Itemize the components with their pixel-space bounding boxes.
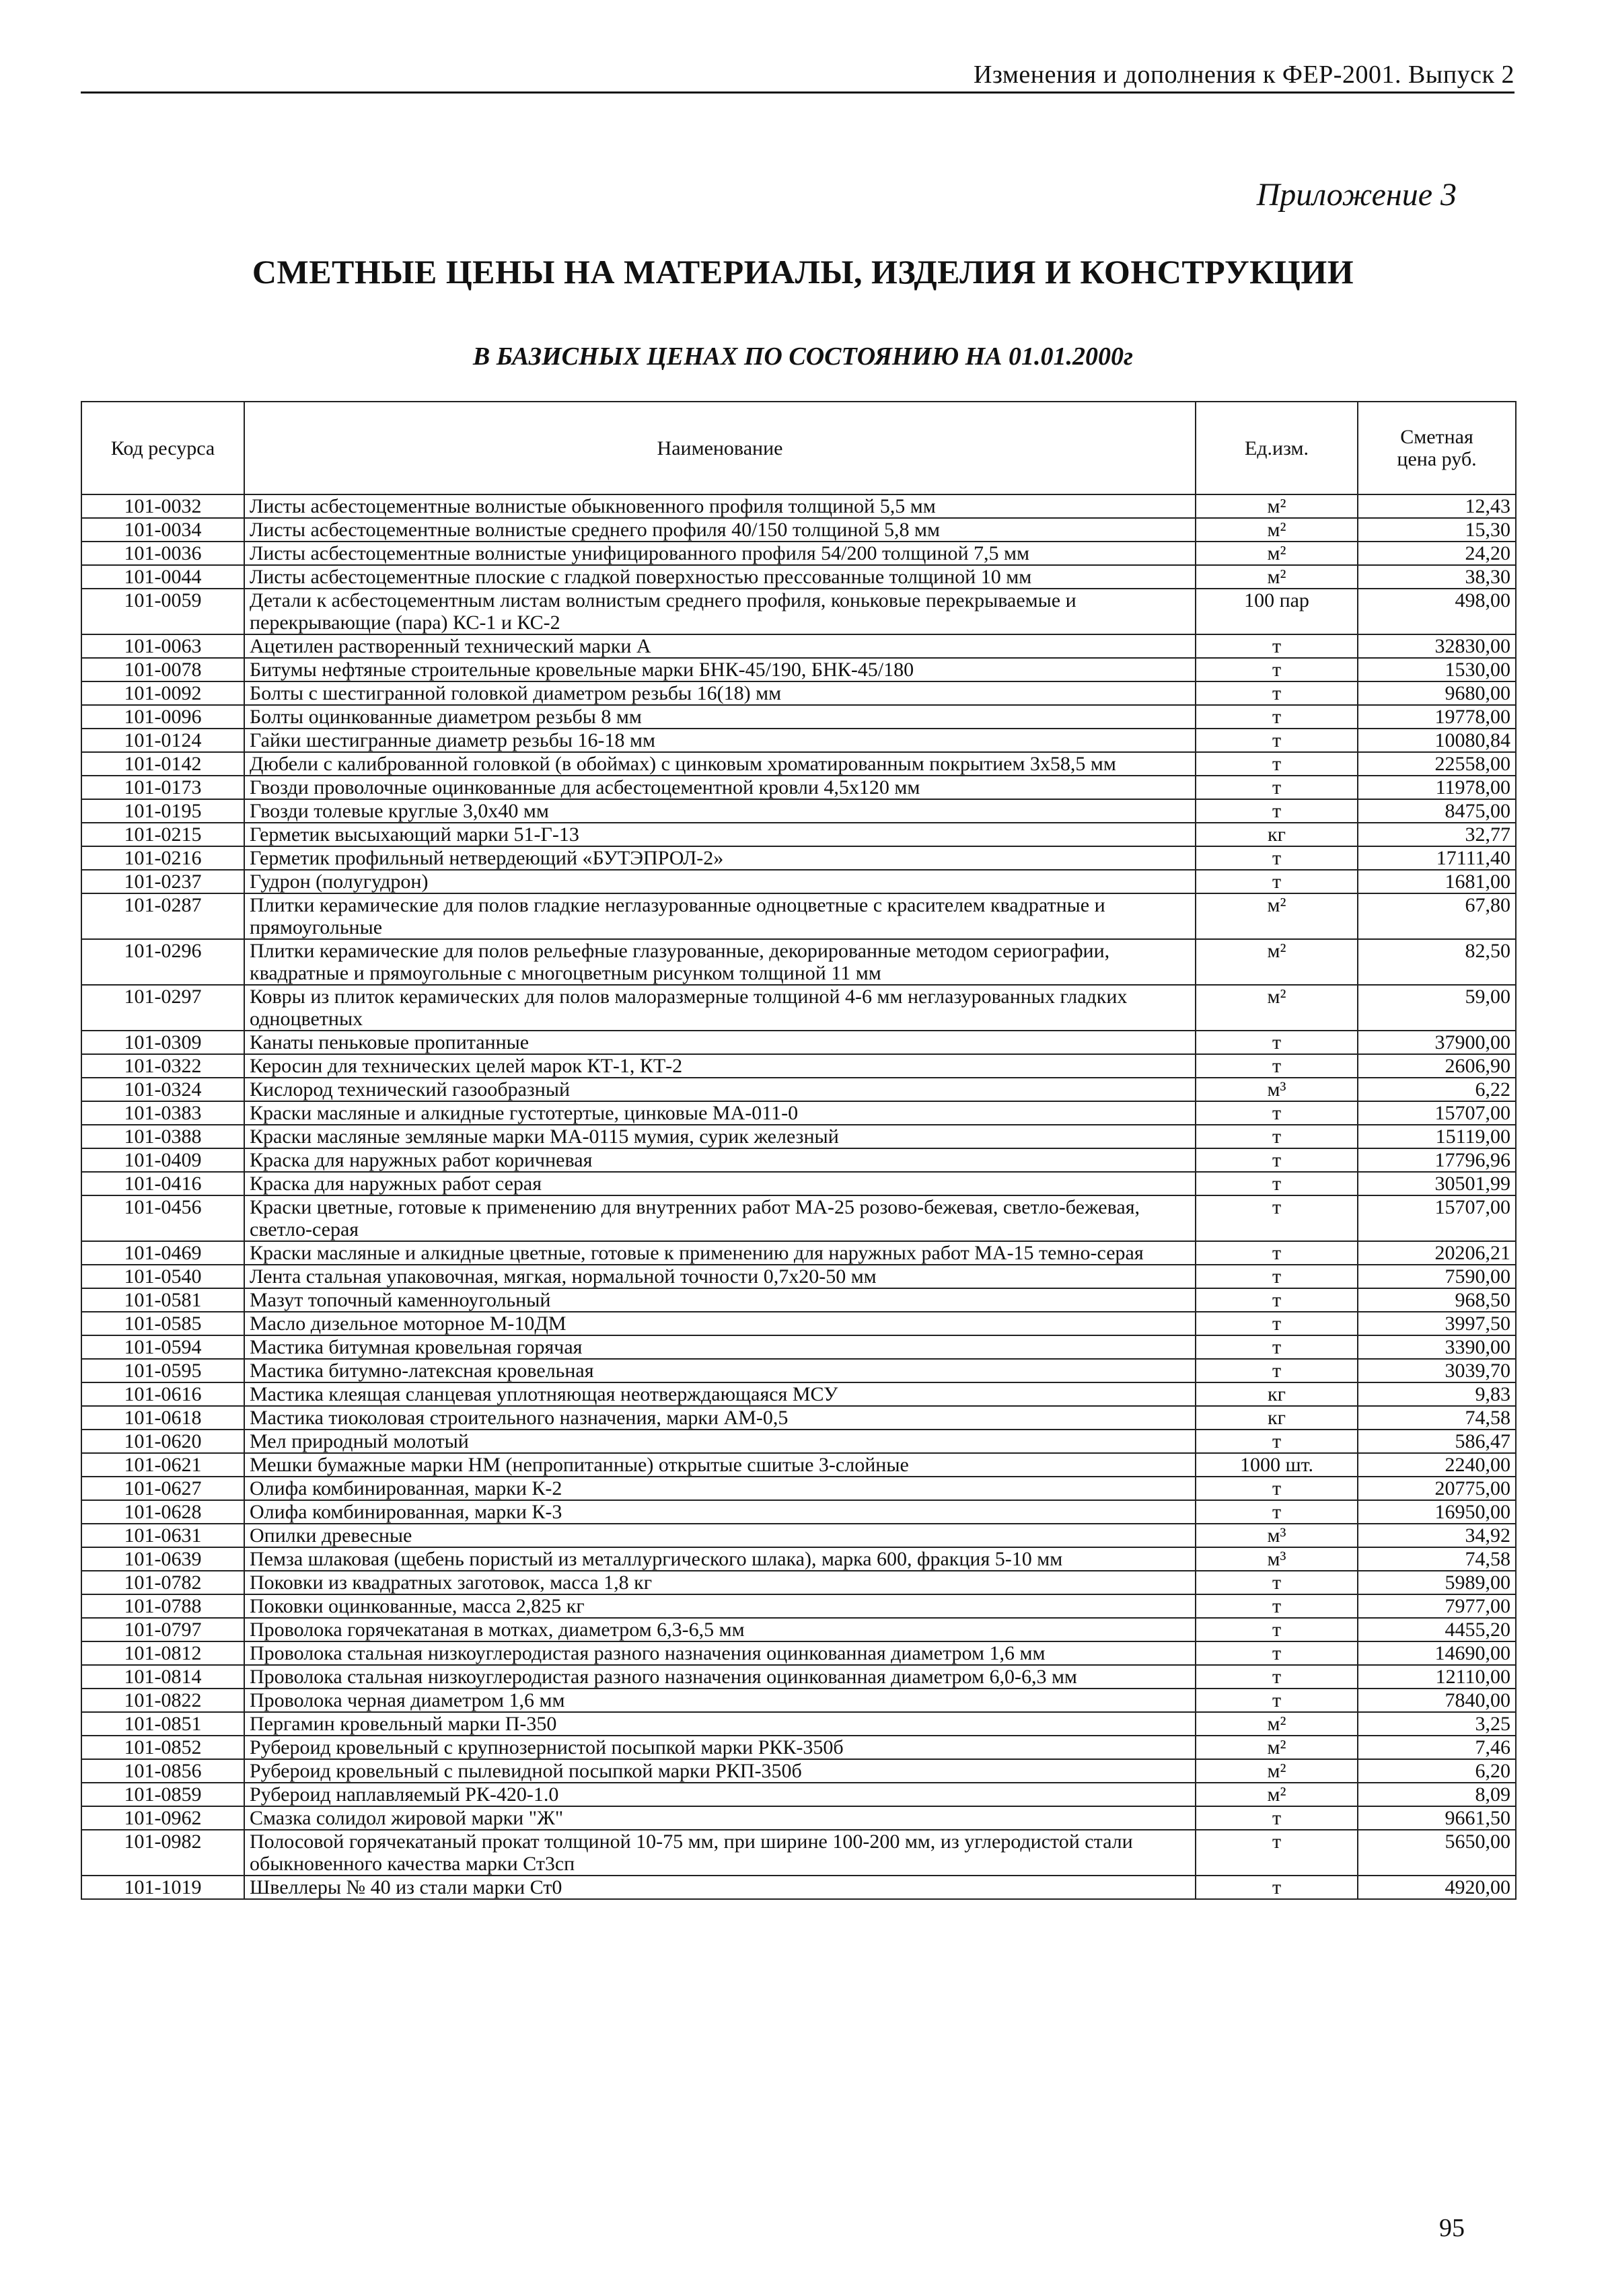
table-row [81,939,1516,985]
table-row [81,705,1516,729]
table-row [81,1406,1516,1430]
table-row [81,1265,1516,1288]
cell-name: Масло дизельное моторное М-10ДМ [244,1312,1196,1335]
cell-price: 8475,00 [1358,799,1516,823]
cell-code: 101-0324 [81,1078,244,1101]
cell-name: Мазут топочный каменноугольный [244,1288,1196,1312]
cell-name: Краска для наружных работ серая [244,1172,1196,1195]
cell-unit: т [1196,1430,1358,1453]
cell-code: 101-0237 [81,870,244,893]
cell-price: 5989,00 [1358,1571,1516,1594]
cell-unit: т [1196,1641,1358,1665]
cell-unit: т [1196,1594,1358,1618]
cell-price: 7977,00 [1358,1594,1516,1618]
table-row [81,1618,1516,1641]
cell-unit: т [1196,1031,1358,1054]
cell-price: 9680,00 [1358,681,1516,705]
cell-price: 32,77 [1358,823,1516,846]
cell-price: 16950,00 [1358,1500,1516,1524]
cell-unit: кг [1196,1382,1358,1406]
cell-name: Канаты пеньковые пропитанные [244,1031,1196,1054]
cell-name: Гудрон (полугудрон) [244,870,1196,893]
cell-code: 101-0092 [81,681,244,705]
cell-price: 82,50 [1358,939,1516,985]
cell-price: 9,83 [1358,1382,1516,1406]
cell-unit: т [1196,1125,1358,1148]
cell-code: 101-0581 [81,1288,244,1312]
cell-unit: т [1196,729,1358,752]
cell-code: 101-0388 [81,1125,244,1148]
cell-code: 101-0628 [81,1500,244,1524]
table-row [81,1453,1516,1477]
cell-code: 101-0078 [81,658,244,681]
cell-name: Битумы нефтяные строительные кровельные марки БНК-45/190, БНК-45/180 [244,658,1196,681]
cell-unit: т [1196,1571,1358,1594]
cell-unit: т [1196,1477,1358,1500]
cell-name: Краска для наружных работ коричневая [244,1148,1196,1172]
cell-name: Кислород технический газообразный [244,1078,1196,1101]
cell-code: 101-0540 [81,1265,244,1288]
table-row [81,1195,1516,1241]
cell-code: 101-0287 [81,893,244,939]
cell-name: Опилки древесные [244,1524,1196,1547]
header-unit: Ед.изм. [1196,402,1358,494]
cell-price: 24,20 [1358,542,1516,565]
page-number: 95 [1439,2214,1465,2242]
cell-code: 101-0173 [81,776,244,799]
cell-name: Полосовой горячекатаный прокат толщиной 10-75 мм, при ширине 100-200 мм, из углеродистой стали обыкновенного качества марки Ст3сп [244,1830,1196,1876]
cell-price: 20206,21 [1358,1241,1516,1265]
cell-code: 101-0044 [81,565,244,589]
cell-code: 101-0618 [81,1406,244,1430]
cell-code: 101-0851 [81,1712,244,1736]
cell-code: 101-0859 [81,1783,244,1806]
cell-name: Олифа комбинированная, марки К-2 [244,1477,1196,1500]
header-name: Наименование [244,402,1196,494]
cell-code: 101-0142 [81,752,244,776]
cell-name: Мастика битумно-латексная кровельная [244,1359,1196,1382]
cell-name: Проволока стальная низкоуглеродистая разного назначения оцинкованная диаметром 1,6 мм [244,1641,1196,1665]
cell-name: Мастика тиоколовая строительного назначения, марки АМ-0,5 [244,1406,1196,1430]
cell-name: Листы асбестоцементные волнистые среднего профиля 40/150 толщиной 5,8 мм [244,518,1196,542]
cell-code: 101-0409 [81,1148,244,1172]
table-row [81,1078,1516,1101]
table-row [81,1101,1516,1125]
cell-unit: т [1196,846,1358,870]
cell-price: 59,00 [1358,985,1516,1031]
cell-name: Пемза шлаковая (щебень пористый из металлургического шлака), марка 600, фракция 5-10 мм [244,1547,1196,1571]
table-row [81,1736,1516,1759]
cell-name: Поковки оцинкованные, масса 2,825 кг [244,1594,1196,1618]
table-row [81,1430,1516,1453]
table-row [81,1571,1516,1594]
table-row [81,1665,1516,1689]
table-row [81,1594,1516,1618]
cell-name: Рубероид кровельный с крупнозернистой посыпкой марки РКК-350б [244,1736,1196,1759]
cell-price: 12,43 [1358,494,1516,518]
cell-price: 34,92 [1358,1524,1516,1547]
cell-name: Керосин для технических целей марок КТ-1, КТ-2 [244,1054,1196,1078]
cell-code: 101-0788 [81,1594,244,1618]
cell-unit: м² [1196,494,1358,518]
cell-unit: т [1196,776,1358,799]
cell-name: Рубероид наплавляемый РК-420-1.0 [244,1783,1196,1806]
table-row [81,1500,1516,1524]
cell-code: 101-0195 [81,799,244,823]
cell-price: 7840,00 [1358,1689,1516,1712]
cell-unit: т [1196,1830,1358,1876]
cell-code: 101-0383 [81,1101,244,1125]
cell-price: 3,25 [1358,1712,1516,1736]
cell-unit: т [1196,799,1358,823]
cell-price: 67,80 [1358,893,1516,939]
table-row [81,1524,1516,1547]
cell-price: 4920,00 [1358,1876,1516,1899]
cell-price: 74,58 [1358,1547,1516,1571]
cell-unit: т [1196,752,1358,776]
cell-code: 101-0782 [81,1571,244,1594]
table-row [81,1312,1516,1335]
cell-code: 101-0822 [81,1689,244,1712]
table-row [81,1125,1516,1148]
cell-name: Гвозди проволочные оцинкованные для асбестоцементной кровли 4,5х120 мм [244,776,1196,799]
cell-unit: м² [1196,1783,1358,1806]
cell-name: Гвозди толевые круглые 3,0х40 мм [244,799,1196,823]
cell-name: Краски масляные земляные марки МА-0115 мумия, сурик железный [244,1125,1196,1148]
cell-code: 101-0639 [81,1547,244,1571]
cell-code: 101-0036 [81,542,244,565]
cell-price: 15,30 [1358,518,1516,542]
cell-code: 101-0962 [81,1806,244,1830]
cell-name: Болты оцинкованные диаметром резьбы 8 мм [244,705,1196,729]
cell-unit: т [1196,1500,1358,1524]
table-row [81,870,1516,893]
cell-price: 7,46 [1358,1736,1516,1759]
cell-unit: т [1196,1876,1358,1899]
cell-unit: т [1196,705,1358,729]
cell-name: Краски масляные и алкидные густотертые, цинковые МА-011-0 [244,1101,1196,1125]
cell-unit: м³ [1196,1524,1358,1547]
cell-name: Листы асбестоцементные волнистые обыкновенного профиля толщиной 5,5 мм [244,494,1196,518]
cell-code: 101-0852 [81,1736,244,1759]
cell-price: 3390,00 [1358,1335,1516,1359]
cell-name: Мешки бумажные марки НМ (непропитанные) открытые сшитые 3-слойные [244,1453,1196,1477]
cell-name: Мел природный молотый [244,1430,1196,1453]
cell-name: Герметик высыхающий марки 51-Г-13 [244,823,1196,846]
cell-price: 6,20 [1358,1759,1516,1783]
cell-name: Листы асбестоцементные волнистые унифицированного профиля 54/200 толщиной 7,5 мм [244,542,1196,565]
cell-name: Листы асбестоцементные плоские с гладкой поверхностью прессованные толщиной 10 мм [244,565,1196,589]
cell-unit: т [1196,634,1358,658]
cell-unit: м² [1196,985,1358,1031]
cell-unit: м² [1196,1736,1358,1759]
cell-code: 101-0621 [81,1453,244,1477]
cell-price: 37900,00 [1358,1031,1516,1054]
cell-price: 1681,00 [1358,870,1516,893]
header-code: Код ресурса [81,402,244,494]
table-row [81,1759,1516,1783]
table-row [81,799,1516,823]
cell-unit: 1000 шт. [1196,1453,1358,1477]
table-row [81,1830,1516,1876]
cell-unit: т [1196,1312,1358,1335]
cell-name: Мастика битумная кровельная горячая [244,1335,1196,1359]
cell-name: Проволока стальная низкоуглеродистая разного назначения оцинкованная диаметром 6,0-6,3 мм [244,1665,1196,1689]
cell-unit: т [1196,1689,1358,1712]
price-table-body [81,494,1516,1899]
cell-unit: т [1196,1806,1358,1830]
cell-name: Олифа комбинированная, марки К-3 [244,1500,1196,1524]
cell-name: Швеллеры № 40 из стали марки Ст0 [244,1876,1196,1899]
cell-unit: т [1196,1335,1358,1359]
cell-name: Проволока черная диаметром 1,6 мм [244,1689,1196,1712]
cell-unit: т [1196,1172,1358,1195]
table-row [81,1172,1516,1195]
table-row [81,494,1516,518]
cell-price: 586,47 [1358,1430,1516,1453]
cell-price: 968,50 [1358,1288,1516,1312]
cell-code: 101-0063 [81,634,244,658]
cell-code: 101-0309 [81,1031,244,1054]
table-row [81,589,1516,634]
cell-code: 101-0595 [81,1359,244,1382]
cell-code: 101-0814 [81,1665,244,1689]
cell-price: 11978,00 [1358,776,1516,799]
table-row [81,1054,1516,1078]
cell-name: Дюбели с калиброванной головкой (в обоймах) с цинковым хроматированным покрытием 3х58,5 мм [244,752,1196,776]
cell-name: Ацетилен растворенный технический марки А [244,634,1196,658]
price-table-header [81,402,1516,494]
cell-unit: м² [1196,542,1358,565]
header-price: Сметная цена руб. [1358,402,1516,494]
cell-price: 74,58 [1358,1406,1516,1430]
cell-price: 15707,00 [1358,1101,1516,1125]
page-title: СМЕТНЫЕ ЦЕНЫ НА МАТЕРИАЛЫ, ИЗДЕЛИЯ И КОНСТРУКЦИИ [252,253,1354,291]
cell-price: 32830,00 [1358,634,1516,658]
running-header-text: Изменения и дополнения к ФЕР-2001. Выпуск 2 [973,61,1514,89]
cell-code: 101-0416 [81,1172,244,1195]
cell-name: Пергамин кровельный марки П-350 [244,1712,1196,1736]
cell-name: Смазка солидол жировой марки "Ж" [244,1806,1196,1830]
cell-code: 101-0620 [81,1430,244,1453]
cell-unit: м² [1196,518,1358,542]
cell-name: Гайки шестигранные диаметр резьбы 16-18 мм [244,729,1196,752]
cell-unit: т [1196,1665,1358,1689]
page-subtitle: В БАЗИСНЫХ ЦЕНАХ ПО СОСТОЯНИЮ НА 01.01.2000г [472,342,1134,371]
cell-unit: 100 пар [1196,589,1358,634]
cell-unit: т [1196,658,1358,681]
cell-code: 101-0216 [81,846,244,870]
cell-code: 101-0469 [81,1241,244,1265]
table-row [81,1335,1516,1359]
table-row [81,752,1516,776]
cell-unit: т [1196,681,1358,705]
cell-name: Рубероид кровельный с пылевидной посыпкой марки РКП-350б [244,1759,1196,1783]
cell-unit: т [1196,1359,1358,1382]
cell-name: Плитки керамические для полов гладкие неглазурованные одноцветные с красителем квадратные и прямоугольные [244,893,1196,939]
cell-price: 7590,00 [1358,1265,1516,1288]
table-row [81,1712,1516,1736]
cell-unit: м² [1196,939,1358,985]
table-row [81,823,1516,846]
table-row [81,776,1516,799]
cell-code: 101-0096 [81,705,244,729]
cell-price: 498,00 [1358,589,1516,634]
table-row [81,1547,1516,1571]
table-row [81,1288,1516,1312]
cell-unit: т [1196,1101,1358,1125]
cell-unit: м² [1196,1712,1358,1736]
cell-price: 22558,00 [1358,752,1516,776]
cell-price: 19778,00 [1358,705,1516,729]
cell-name: Лента стальная упаковочная, мягкая, нормальной точности 0,7х20-50 мм [244,1265,1196,1288]
cell-unit: т [1196,1618,1358,1641]
table-row [81,893,1516,939]
cell-unit: м² [1196,893,1358,939]
table-row [81,1477,1516,1500]
cell-price: 15119,00 [1358,1125,1516,1148]
table-row [81,681,1516,705]
table-row [81,729,1516,752]
cell-price: 14690,00 [1358,1641,1516,1665]
cell-unit: м² [1196,565,1358,589]
table-row [81,658,1516,681]
cell-code: 101-0456 [81,1195,244,1241]
table-row [81,1689,1516,1712]
cell-code: 101-0856 [81,1759,244,1783]
cell-price: 6,22 [1358,1078,1516,1101]
cell-name: Плитки керамические для полов рельефные глазурованные, декорированные методом сериографии, квадратные и прямоугольные с многоцветным рисунком толщиной 11 мм [244,939,1196,985]
cell-code: 101-0812 [81,1641,244,1665]
cell-price: 5650,00 [1358,1830,1516,1876]
cell-unit: т [1196,1241,1358,1265]
table-row [81,1783,1516,1806]
cell-unit: кг [1196,1406,1358,1430]
cell-unit: т [1196,1148,1358,1172]
cell-price: 17111,40 [1358,846,1516,870]
cell-code: 101-0631 [81,1524,244,1547]
cell-code: 101-0032 [81,494,244,518]
cell-unit: м² [1196,1759,1358,1783]
cell-unit: т [1196,1288,1358,1312]
cell-code: 101-0982 [81,1830,244,1876]
table-row [81,985,1516,1031]
cell-code: 101-0627 [81,1477,244,1500]
table-row [81,1148,1516,1172]
price-table [81,401,1517,1900]
cell-code: 101-0034 [81,518,244,542]
cell-name: Болты с шестигранной головкой диаметром резьбы 16(18) мм [244,681,1196,705]
cell-unit: т [1196,1195,1358,1241]
cell-price: 3039,70 [1358,1359,1516,1382]
cell-unit: т [1196,1054,1358,1078]
cell-unit: кг [1196,823,1358,846]
cell-unit: т [1196,870,1358,893]
cell-price: 38,30 [1358,565,1516,589]
cell-price: 2606,90 [1358,1054,1516,1078]
cell-price: 3997,50 [1358,1312,1516,1335]
cell-name: Поковки из квадратных заготовок, масса 1,8 кг [244,1571,1196,1594]
cell-name: Мастика клеящая сланцевая уплотняющая неотверждающаяся МСУ [244,1382,1196,1406]
cell-name: Герметик профильный нетвердеющий «БУТЭПРОЛ-2» [244,846,1196,870]
cell-code: 101-0616 [81,1382,244,1406]
cell-price: 2240,00 [1358,1453,1516,1477]
cell-unit: м³ [1196,1547,1358,1571]
cell-price: 9661,50 [1358,1806,1516,1830]
header-row [81,402,1516,494]
cell-unit: м³ [1196,1078,1358,1101]
cell-price: 1530,00 [1358,658,1516,681]
cell-code: 101-0297 [81,985,244,1031]
cell-name: Ковры из плиток керамических для полов малоразмерные толщиной 4-6 мм неглазурованных гладких одноцветных [244,985,1196,1031]
cell-price: 10080,84 [1358,729,1516,752]
table-row [81,542,1516,565]
table-row [81,846,1516,870]
table-row [81,1876,1516,1899]
cell-code: 101-0594 [81,1335,244,1359]
cell-code: 101-0296 [81,939,244,985]
table-row [81,565,1516,589]
cell-price: 4455,20 [1358,1618,1516,1641]
table-row [81,1641,1516,1665]
cell-price: 15707,00 [1358,1195,1516,1241]
cell-code: 101-0585 [81,1312,244,1335]
table-row [81,1382,1516,1406]
cell-price: 8,09 [1358,1783,1516,1806]
cell-unit: т [1196,1265,1358,1288]
cell-price: 30501,99 [1358,1172,1516,1195]
appendix-label: Приложение 3 [1256,177,1457,213]
table-row [81,518,1516,542]
cell-price: 17796,96 [1358,1148,1516,1172]
cell-name: Краски масляные и алкидные цветные, готовые к применению для наружных работ МА-15 темно-серая [244,1241,1196,1265]
running-header [81,58,1514,94]
cell-code: 101-0124 [81,729,244,752]
cell-price: 20775,00 [1358,1477,1516,1500]
table-row [81,1031,1516,1054]
table-row [81,1359,1516,1382]
table-row [81,1241,1516,1265]
cell-name: Детали к асбестоцементным листам волнистым среднего профиля, коньковые перекрываемые и перекрывающие (пара) КС-1 и КС-2 [244,589,1196,634]
cell-price: 12110,00 [1358,1665,1516,1689]
cell-code: 101-1019 [81,1876,244,1899]
table-row [81,1806,1516,1830]
cell-code: 101-0322 [81,1054,244,1078]
cell-name: Краски цветные, готовые к применению для внутренних работ МА-25 розово-бежевая, светло-бежевая, светло-серая [244,1195,1196,1241]
cell-code: 101-0215 [81,823,244,846]
cell-code: 101-0797 [81,1618,244,1641]
price-table-container [81,401,1515,1900]
cell-code: 101-0059 [81,589,244,634]
table-row [81,634,1516,658]
cell-name: Проволока горячекатаная в мотках, диаметром 6,3-6,5 мм [244,1618,1196,1641]
